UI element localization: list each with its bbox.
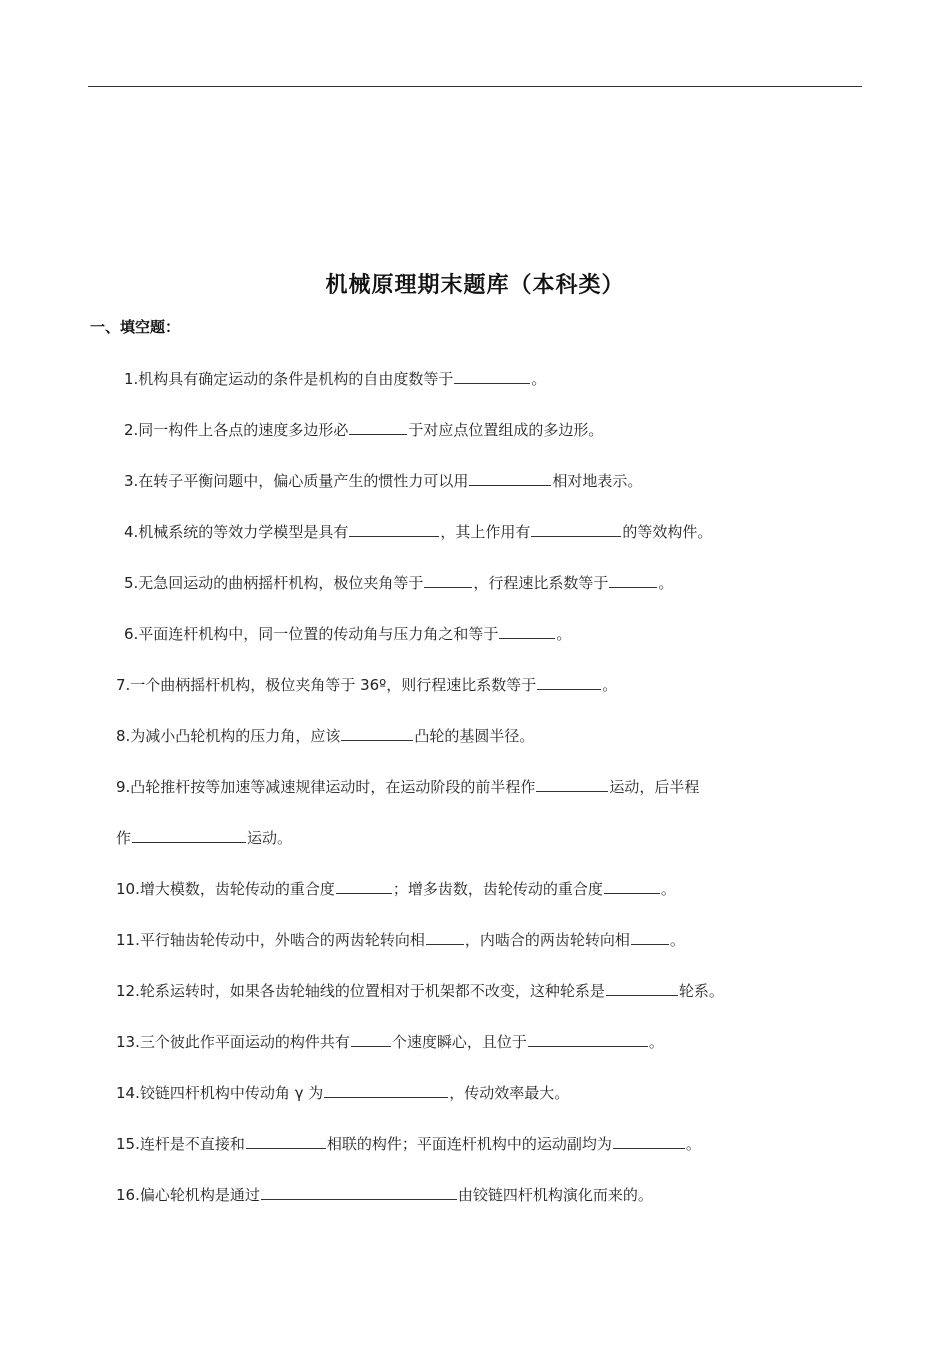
- question-text: 8.为减小凸轮机构的压力角，应该: [116, 727, 341, 745]
- answer-blank[interactable]: [604, 878, 660, 894]
- question-text: 。: [685, 1135, 701, 1153]
- answer-blank[interactable]: [537, 674, 601, 690]
- question-text: 3.在转子平衡问题中，偏心质量产生的惯性力可以用: [124, 472, 469, 490]
- question-text: 个速度瞬心，且位于: [391, 1033, 527, 1051]
- question-text: 2.同一构件上各点的速度多边形必: [124, 421, 349, 439]
- question-text: 运动，后半程: [609, 778, 700, 796]
- question-text: 。: [531, 370, 547, 388]
- question-4: [124, 521, 712, 542]
- question-text: 13.三个彼此作平面运动的构件共有: [116, 1033, 350, 1051]
- question-text: 5.无急回运动的曲柄摇杆机构，极位夹角等于: [124, 574, 424, 592]
- question-text: 。: [660, 880, 676, 898]
- answer-blank[interactable]: [531, 521, 621, 537]
- question-text: 10.增大模数，齿轮传动的重合度: [116, 880, 335, 898]
- question-text: ，传动效率最大。: [449, 1084, 570, 1102]
- question-12: [116, 980, 724, 1001]
- answer-blank[interactable]: [336, 878, 392, 894]
- question-text: 相对地表示。: [552, 472, 643, 490]
- question-14: [116, 1082, 569, 1103]
- question-text: 。: [602, 676, 618, 694]
- question-text: 4.机械系统的等效力学模型是具有: [124, 523, 349, 541]
- question-9-continued: [116, 827, 292, 848]
- question-text: 。: [556, 625, 572, 643]
- question-text: 于对应点位置组成的多边形。: [408, 421, 604, 439]
- answer-blank[interactable]: [454, 368, 530, 384]
- question-text: 1.机构具有确定运动的条件是机构的自由度数等于: [124, 370, 454, 388]
- answer-blank[interactable]: [613, 1133, 685, 1149]
- question-text: 9.凸轮推杆按等加速等减速规律运动时，在运动阶段的前半程作: [116, 778, 536, 796]
- question-text: 11.平行轴齿轮传动中，外啮合的两齿轮转向相: [116, 931, 425, 949]
- question-text: ，行程速比系数等于: [473, 574, 609, 592]
- question-8: [116, 725, 534, 746]
- question-text: 12.轮系运转时，如果各齿轮轴线的位置相对于机架都不改变，这种轮系是: [116, 982, 605, 1000]
- answer-blank[interactable]: [246, 1133, 326, 1149]
- answer-blank[interactable]: [499, 623, 555, 639]
- answer-blank[interactable]: [631, 929, 669, 945]
- question-6: [124, 623, 571, 644]
- question-3: [124, 470, 642, 491]
- question-text: ，内啮合的两齿轮转向相: [464, 931, 630, 949]
- answer-blank[interactable]: [349, 419, 407, 435]
- question-text: ，其上作用有: [440, 523, 531, 541]
- header-rule: [88, 86, 862, 87]
- answer-blank[interactable]: [609, 572, 657, 588]
- question-13: [116, 1031, 664, 1052]
- question-text: 相联的构件；平面连杆机构中的运动副均为: [326, 1135, 612, 1153]
- answer-blank[interactable]: [606, 980, 678, 996]
- answer-blank[interactable]: [132, 827, 246, 843]
- question-1: [124, 368, 546, 389]
- answer-blank[interactable]: [261, 1184, 457, 1200]
- question-text: 轮系。: [678, 982, 724, 1000]
- question-5: [124, 572, 673, 593]
- answer-blank[interactable]: [536, 776, 608, 792]
- question-16: [116, 1184, 653, 1205]
- section-heading: 一、填空题：: [90, 318, 181, 336]
- answer-blank[interactable]: [426, 929, 464, 945]
- question-text: 15.连杆是不直接和: [116, 1135, 245, 1153]
- question-text: 的等效构件。: [622, 523, 713, 541]
- answer-blank[interactable]: [351, 1031, 391, 1047]
- question-text: 16.偏心轮机构是通过: [116, 1186, 260, 1204]
- page-title: 机械原理期末题库（本科类）: [325, 273, 625, 298]
- question-9: [116, 776, 699, 797]
- answer-blank[interactable]: [424, 572, 472, 588]
- question-text: 。: [648, 1033, 664, 1051]
- question-text: 。: [658, 574, 674, 592]
- question-11: [116, 929, 685, 950]
- question-text: 由铰链四杆机构演化而来的。: [457, 1186, 653, 1204]
- answer-blank[interactable]: [349, 521, 439, 537]
- question-text: 作: [116, 829, 132, 847]
- question-text: 。: [669, 931, 685, 949]
- question-text: 凸轮的基圆半径。: [414, 727, 535, 745]
- question-text: ；增多齿数，齿轮传动的重合度: [392, 880, 603, 898]
- answer-blank[interactable]: [528, 1031, 648, 1047]
- answer-blank[interactable]: [469, 470, 551, 486]
- question-text: 6.平面连杆机构中，同一位置的传动角与压力角之和等于: [124, 625, 499, 643]
- question-2: [124, 419, 603, 440]
- question-10: [116, 878, 676, 899]
- answer-blank[interactable]: [324, 1082, 448, 1098]
- question-text: 7.一个曲柄摇杆机构，极位夹角等于 36º，则行程速比系数等于: [116, 676, 537, 694]
- question-text: 运动。: [247, 829, 293, 847]
- question-text: 14.铰链四杆机构中传动角 γ 为: [116, 1084, 324, 1102]
- answer-blank[interactable]: [341, 725, 413, 741]
- question-15: [116, 1133, 701, 1154]
- question-7: [116, 674, 617, 695]
